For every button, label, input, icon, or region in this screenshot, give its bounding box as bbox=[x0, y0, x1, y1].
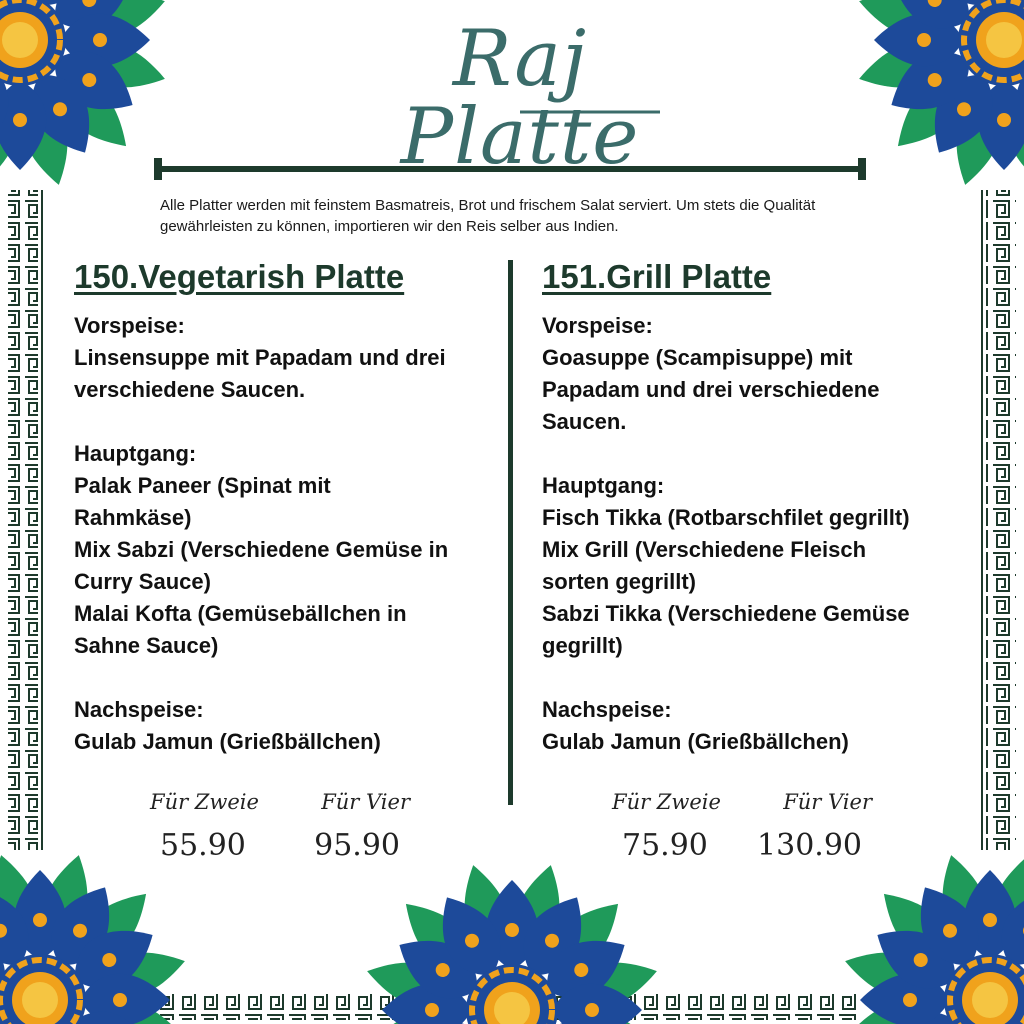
dessert-label: Nachspeise: bbox=[542, 697, 672, 722]
main-line: sorten gegrillt) bbox=[542, 569, 697, 594]
starter-line: Saucen. bbox=[542, 409, 627, 434]
platter-vegetarian bbox=[74, 258, 504, 758]
main-line: Sahne Sauce) bbox=[74, 633, 219, 658]
main-label: Hauptgang: bbox=[542, 473, 665, 498]
prices-grill bbox=[612, 790, 872, 863]
starter-line: verschiedene Saucen. bbox=[74, 377, 306, 402]
main-line: Fisch Tikka (Rotbarschfilet gegrillt) bbox=[542, 505, 910, 530]
main-line: Malai Kofta (Gemüsebällchen in bbox=[74, 601, 407, 626]
dessert-line: Gulab Jamun (Grießbällchen) bbox=[74, 729, 381, 754]
dessert-label: Nachspeise: bbox=[74, 697, 204, 722]
price-label-two: Für Zweie bbox=[150, 790, 259, 814]
main-line: Mix Sabzi (Verschiedene Gemüse in bbox=[74, 537, 449, 562]
prices-vegetarian bbox=[150, 790, 410, 863]
main-label: Hauptgang: bbox=[74, 441, 197, 466]
main-line: Palak Paneer (Spinat mit bbox=[74, 473, 331, 498]
platter-grill bbox=[542, 258, 972, 758]
price-two: 55.90 bbox=[160, 828, 246, 863]
main-line: gegrillt) bbox=[542, 633, 623, 658]
starter-line: Papadam und drei verschiedene bbox=[542, 377, 880, 402]
intro-text: Alle Platter werden mit feinstem Basmatreis, Brot und frischem Salat serviert. Um stets die Qualität gewährleisten zu können, importieren wir den Reis selber aus Indien. bbox=[160, 197, 816, 235]
starter-line: Linsensuppe mit Papadam und drei bbox=[74, 345, 446, 370]
main-line: Sabzi Tikka (Verschiedene Gemüse bbox=[542, 601, 910, 626]
main-line: Curry Sauce) bbox=[74, 569, 211, 594]
price-four: 130.90 bbox=[757, 828, 862, 863]
main-line: Rahmkäse) bbox=[74, 505, 192, 530]
platter-heading: 150.Vegetarish Platte bbox=[74, 258, 405, 295]
dessert-line: Gulab Jamun (Grießbällchen) bbox=[542, 729, 849, 754]
platter-heading: 151.Grill Platte bbox=[542, 258, 772, 295]
price-two: 75.90 bbox=[622, 828, 708, 863]
starter-line: Goasuppe (Scampisuppe) mit bbox=[542, 345, 853, 370]
starter-label: Vorspeise: bbox=[542, 313, 653, 338]
column-divider bbox=[508, 260, 513, 805]
price-label-four: Für Vier bbox=[783, 790, 872, 814]
price-label-four: Für Vier bbox=[321, 790, 410, 814]
starter-label: Vorspeise: bbox=[74, 313, 185, 338]
price-four: 95.90 bbox=[314, 828, 400, 863]
price-label-two: Für Zweie bbox=[612, 790, 721, 814]
main-line: Mix Grill (Verschiedene Fleisch bbox=[542, 537, 867, 562]
brand-title: Raj Platte bbox=[400, 14, 640, 182]
